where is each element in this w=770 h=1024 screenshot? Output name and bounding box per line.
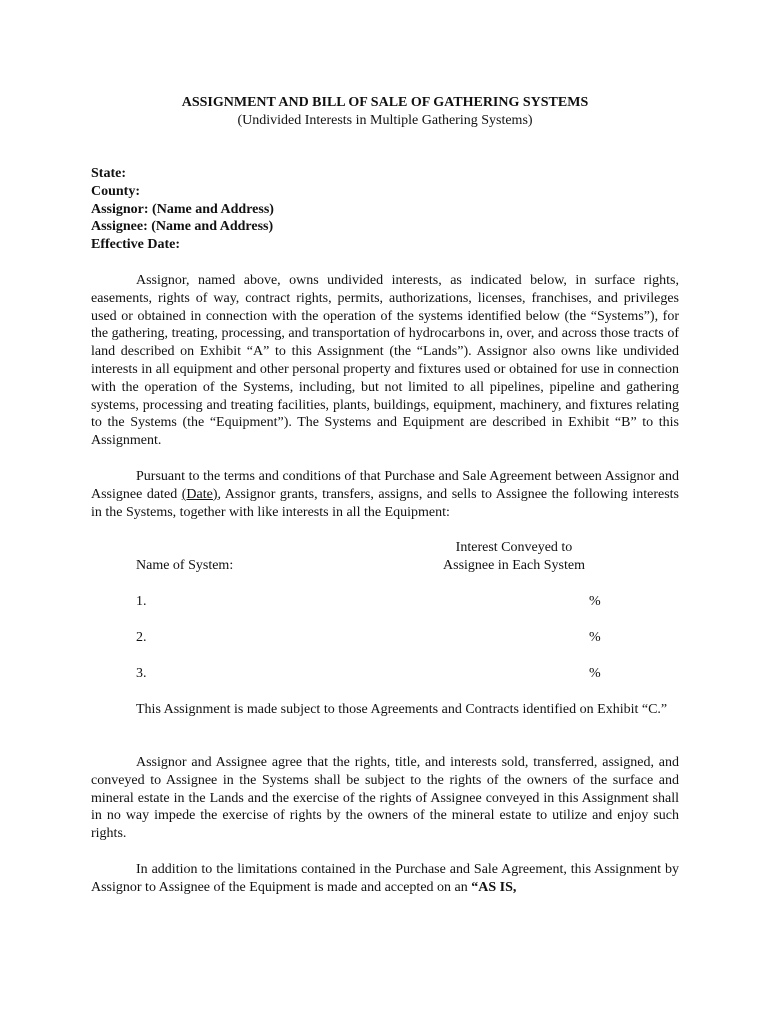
assignor-label: Assignor: (Name and Address) [91, 201, 274, 217]
system-row-percent: % [589, 630, 601, 645]
system-row-number: 3. [136, 666, 147, 681]
interest-conveyed-header [420, 539, 608, 575]
assignee-label: Assignee: (Name and Address) [91, 219, 274, 235]
agreement-date-placeholder: (Date) [181, 486, 218, 502]
system-row-percent: % [589, 666, 601, 681]
system-row-number: 1. [136, 594, 147, 609]
paragraph-surface-rights: Assignor and Assignee agree that the rights, title, and interests sold, transferred, assigned, and conveyed to Assignee in the Systems shall be subject to the rights of the owners of the surface and mineral estate in the Lands and the exercise of the rights of Assignee conveyed in this Assignment shall in no way impede the exercise of rights by the owners of the mineral estate to utilize and enjoy such rights. [91, 755, 679, 842]
paragraph-grant [91, 468, 679, 521]
paragraph-grant-text-2: , Assignor grants, transfers, assigns, and sells to Assignee the following interests in the Systems, together with like interests in all the Equipment: [91, 486, 679, 520]
system-row-number: 2. [136, 630, 147, 645]
paragraph-as-is [91, 861, 679, 897]
paragraph-grant-text-1: Pursuant to the terms and conditions of that Purchase and Sale Agreement between Assignor and Assignee dated [91, 469, 679, 502]
document-title: ASSIGNMENT AND BILL OF SALE OF GATHERING SYSTEMS [181, 95, 589, 110]
document-subtitle: (Undivided Interests in Multiple Gathering Systems) [237, 113, 533, 128]
system-row-percent: % [589, 594, 601, 609]
interest-header-line-1: Interest Conveyed to [455, 540, 573, 555]
state-label: State: [91, 166, 126, 181]
county-label: County: [91, 183, 141, 199]
paragraph-as-is-text: In addition to the limitations contained in the Purchase and Sale Agreement, this Assignment by Assignor to Assignee of the Equipment is made and accepted on an [91, 862, 679, 895]
effective-date-label: Effective Date: [91, 237, 181, 253]
as-is-bold-text: “AS IS, [471, 879, 517, 895]
paragraph-ownership: Assignor, named above, owns undivided interests, as indicated below, in surface rights, easements, rights of way, contract rights, permits, authorizations, licenses, franchises, and privileges used or obtained in connection with the operation of the systems identified below (the “Systems”), for the gathering, treating, processing, and transportation of hydrocarbons in, over, and across those tracts of land described on Exhibit “A” to this Assignment (the “Lands”). Assignor also owns like undivided interests in all equipment and other personal property and fixtures used or obtained for use in connection with the operation of the Systems, including, but not limited to all pipelines, pipeline and gathering systems, processing and treating facilities, plants, buildings, equipment, machinery, and fixtures relating to the Systems (the “Equipment”). The Systems and Equipment are described in Exhibit “B” to this Assignment. [91, 273, 679, 449]
header-fields [91, 165, 274, 254]
system-name-header: Name of System: [136, 558, 234, 573]
interest-header-line-2: Assignee in Each System [443, 558, 585, 573]
paragraph-subject-to: This Assignment is made subject to those Agreements and Contracts identified on Exhibit “C.” [136, 702, 668, 717]
